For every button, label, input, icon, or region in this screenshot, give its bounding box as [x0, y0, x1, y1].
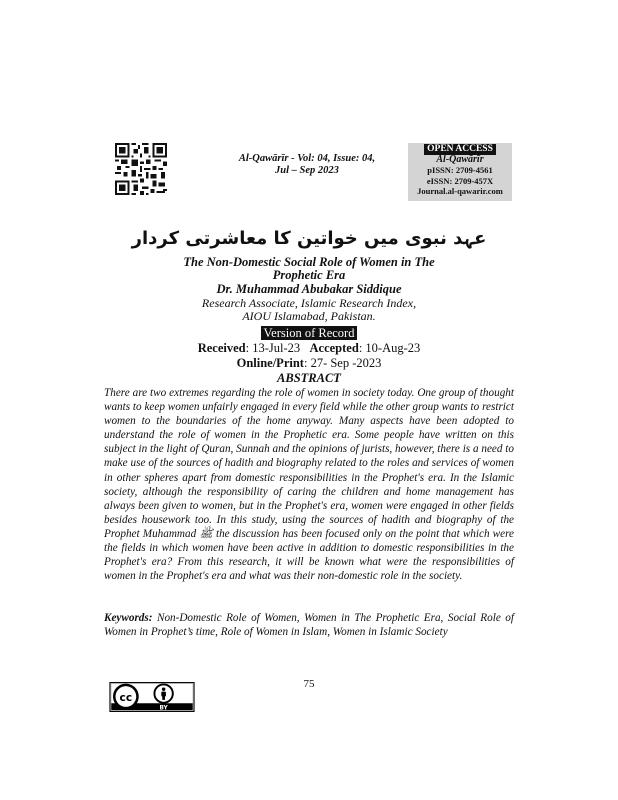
online-label: Online/Print: [236, 356, 304, 370]
journal-citation: [232, 153, 382, 177]
version-of-record-badge: Version of Record: [261, 326, 358, 340]
open-access-box: [408, 143, 512, 201]
journal-name: Al-Qawārīr: [436, 153, 484, 165]
online-date: : 27- Sep -2023: [303, 356, 382, 370]
journal-website[interactable]: Journal.al-qawarir.com: [417, 186, 503, 196]
article-title-line2: Prophetic Era: [272, 268, 346, 282]
abstract-heading: ABSTRACT: [277, 371, 341, 385]
accepted-label: Accepted: [309, 341, 359, 355]
open-access-label: OPEN ACCESS: [424, 144, 496, 155]
affiliation-line1: Research Associate, Islamic Research Index,: [201, 296, 417, 310]
pissn: pISSN: 2709-4561: [427, 165, 493, 175]
qr-code-icon: [115, 143, 167, 195]
journal-volume-issue: Al-Qawārīr - Vol: 04, Issue: 04,: [238, 153, 376, 164]
affiliation-line2: AIOU Islamabad, Pakistan.: [242, 309, 376, 323]
svg-text:cc: cc: [119, 690, 133, 704]
license-code: BY: [159, 705, 168, 712]
keywords: [104, 611, 514, 639]
author-name: Dr. Muhammad Abubakar Siddique: [216, 282, 402, 296]
eissn: eISSN: 2709-457X: [426, 175, 494, 186]
received-date: : 13-Jul-23: [245, 341, 301, 355]
online-print-date: [150, 356, 468, 370]
abstract-body: There are two extremes regarding the role of women in society today. One group of thought wants to keep women unfairly engaged in every field while the other group wants to restrict women to the boundaries of the home anyway. Many aspects have been adopted to understand the role of women in the Prophetic era. Some people have written on this subject in the light of Quran, Sunnah and the opinions of jurists, however, there is a need to make use of the sources of hadith and biography related to the roles and services of women in other spheres apart from domestic responsibilities in the Prophet's era. In the Islamic society, although the responsibility of caring the children and home management has always been given to women, but in the Prophet's era, women were engaged in other fields besides housework too. In this study, using the sources of hadith and biography of the Prophet Muhammad ﷺ the discussion has been focused only on the point that which were the fields in which women have been active in addition to domestic responsibilities in the Prophet's era? From this research, it will be known what were the responsibilities of women in the Prophet's era and what was their non-domestic role in the society.: [104, 387, 514, 583]
article-title-line1: The Non-Domestic Social Role of Women in The: [183, 255, 435, 269]
journal-period: Jul – Sep 2023: [275, 165, 339, 176]
page-number: 75: [303, 678, 315, 690]
accepted-date: : 10-Aug-23: [358, 341, 421, 355]
author-affiliation: [150, 297, 468, 323]
article-title: [150, 256, 468, 282]
keywords-list: Non-Domestic Role of Women, Women in The Prophetic Era, Social Role of Women in Prophet’s time, Role of Women in Islam, Women in Islamic Society: [104, 612, 514, 639]
article-dates: [150, 341, 468, 355]
urdu-title: عہد نبوی میں خواتین کا معاشرتی کردار: [131, 228, 487, 249]
keywords-label: Keywords:: [104, 612, 153, 624]
received-label: Received: [197, 341, 246, 355]
version-record: [150, 324, 468, 342]
